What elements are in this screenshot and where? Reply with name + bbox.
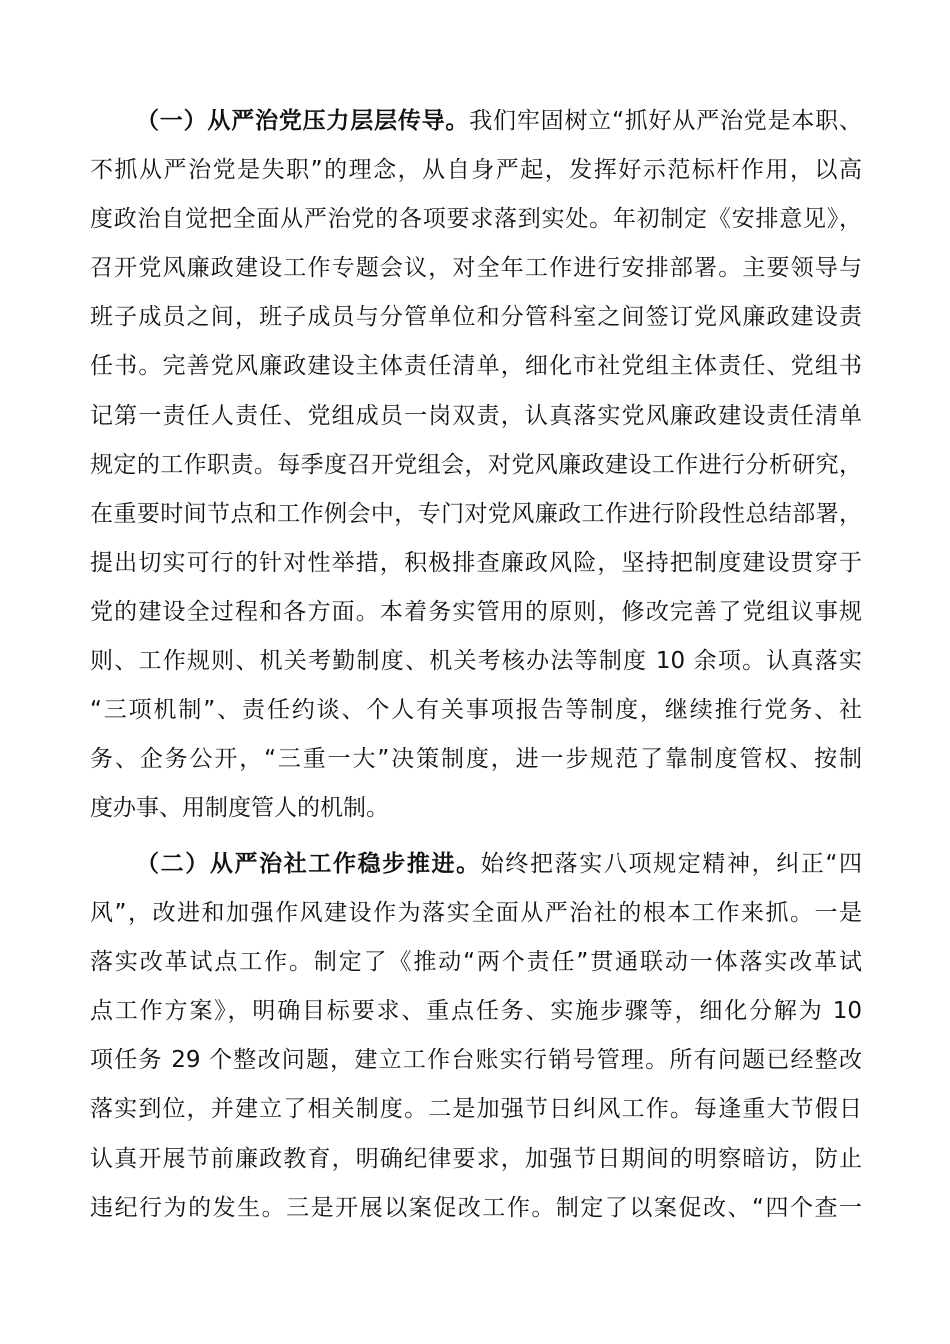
- paragraph-2-line-2: 风”，改进和加强作风建设作为落实全面从严治社的根本工作来抓。一是: [90, 900, 862, 927]
- paragraph-2: [90, 840, 862, 1233]
- paragraph-2-line-1: [90, 840, 862, 889]
- paragraph-1-line-4: 召开党风廉政建设工作专题会议，对全年工作进行安排部署。主要领导与: [90, 255, 862, 282]
- paragraph-1-line-1: [90, 97, 862, 146]
- paragraph-2-line-4: 点工作方案》，明确目标要求、重点任务、实施步骤等，细化分解为 10: [90, 998, 862, 1025]
- paragraph-1-line-3: 度政治自觉把全面从严治党的各项要求落到实处。年初制定《安排意见》，: [90, 206, 862, 233]
- paragraph-1-line-7: 记第一责任人责任、党组成员一岗双责，认真落实党风廉政建设责任清单: [90, 402, 862, 429]
- paragraph-1-line-13: “三项机制”、责任约谈、个人有关事项报告等制度，继续推行党务、社: [90, 697, 862, 724]
- paragraph-1-line-1-text: 我们牢固树立“抓好从严治党是本职、: [469, 108, 863, 134]
- paragraph-1-line-2: 不抓从严治党是失职”的理念，从自身严起，发挥好示范标杆作用，以高: [90, 157, 862, 184]
- paragraph-2-line-6: 落实到位，并建立了相关制度。二是加强节日纠风工作。每逢重大节假日: [90, 1096, 862, 1123]
- paragraph-1-line-10: 提出切实可行的针对性举措，积极排查廉政风险，坚持把制度建设贯穿于: [90, 549, 862, 576]
- paragraph-2-line-1-text: 始终把落实八项规定精神，纠正“四: [480, 851, 863, 877]
- paragraph-2-line-3: 落实改革试点工作。制定了《推动“两个责任”贯通联动一体落实改革试: [90, 949, 862, 976]
- paragraph-1-line-6: 任书。完善党风廉政建设主体责任清单，细化市社党组主体责任、党组书: [90, 353, 862, 380]
- paragraph-1-line-9: 在重要时间节点和工作例会中，专门对党风廉政工作进行阶段性总结部署，: [90, 500, 862, 527]
- paragraph-2-line-8: 违纪行为的发生。三是开展以案促改工作。制定了以案促改、“四个查一: [90, 1194, 862, 1221]
- paragraph-1-line-5: 班子成员之间，班子成员与分管单位和分管科室之间签订党风廉政建设责: [90, 304, 862, 331]
- paragraph-1-heading: （一）从严治党压力层层传导。: [136, 108, 470, 134]
- paragraph-1-line-12: 则、工作规则、机关考勤制度、机关考核办法等制度 10 余项。认真落实: [90, 648, 862, 675]
- paragraph-2-heading: （二）从严治社工作稳步推进。: [136, 851, 481, 877]
- paragraph-1-line-15: 度办事、用制度管人的机制。: [90, 795, 389, 822]
- paragraph-2-line-7: 认真开展节前廉政教育，明确纪律要求，加强节日期间的明察暗访，防止: [90, 1145, 862, 1172]
- paragraph-2-line-5: 项任务 29 个整改问题，建立工作台账实行销号管理。所有问题已经整改: [90, 1047, 862, 1074]
- paragraph-1-line-14: 务、企务公开，“三重一大”决策制度，进一步规范了靠制度管权、按制: [90, 746, 862, 773]
- paragraph-1-line-11: 党的建设全过程和各方面。本着务实管用的原则，修改完善了党组议事规: [90, 598, 862, 625]
- paragraph-1-line-8: 规定的工作职责。每季度召开党组会，对党风廉政建设工作进行分析研究，: [90, 451, 862, 478]
- paragraph-1: [90, 97, 862, 833]
